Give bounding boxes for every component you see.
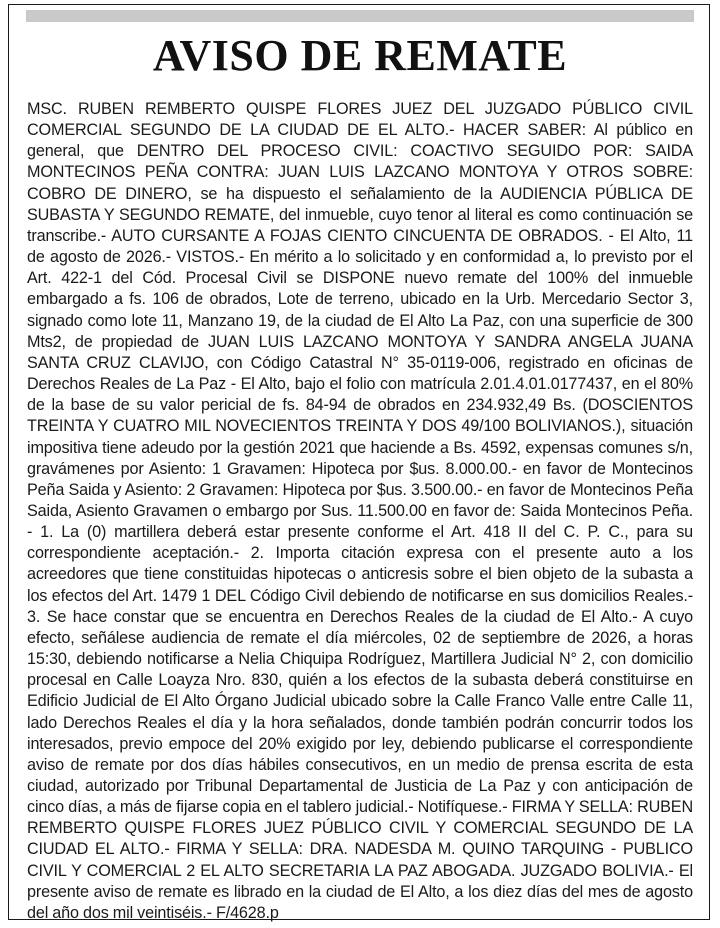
- notice-body: MSC. RUBEN REMBERTO QUISPE FLORES JUEZ DEL JUZGADO PÚBLICO CIVIL COMERCIAL SEGUNDO DE LA CIUDAD DE EL ALTO.- HACER SABER: Al público en general, que DENTRO DEL PROCESO CIVIL: COACTIVO SEGUIDO POR: SAIDA MONTECINOS PEÑA CONTRA: JUAN LUIS LAZCANO MONTOYA Y OTROS SOBRE: COBRO DE DINERO, se ha dispuesto el señalamiento de la AUDIENCIA PÚBLICA DE SUBASTA Y SEGUNDO REMATE, del inmueble, cuyo tenor al literal es como continuación se transcribe.- AUTO CURSANTE A FOJAS CIENTO CINCUENTA DE OBRADOS. - El Alto, 11 de agosto de 2026.- VISTOS.- En mérito a lo solicitado y en conformidad a, lo previsto por el Art. 422-1 del Cód. Procesal Civil se DISPONE nuevo remate del 100% del inmueble embargado a fs. 106 de obrados, Lote de terreno, ubicado en la Urb. Mercedario Sector 3, signado como lote 11, Manzano 19, de la ciudad de El Alto La Paz, con una superficie de 300 Mts2, de propiedad de JUAN LUIS LAZCANO MONTOYA Y SANDRA ANGELA JUANA SANTA CRUZ CLAVIJO, con Código Catastral N° 35-0119-006, registrado en oficinas de Derechos Reales de La Paz - El Alto, bajo el folio con matrícula 2.01.4.01.0177437, en el 80% de la base de su valor pericial de fs. 84-94 de obrados en 234.932,49 Bs. (DOSCIENTOS TREINTA Y CUATRO MIL NOVECIENTOS TREINTA Y DOS 49/100 BOLIVIANOS.), situación impositiva tiene adeudo por la gestión 2021 que haciende a Bs. 4592, expensas comunes s/n, gravámenes por Asiento: 1 Gravamen: Hipoteca por $us. 8.000.00.- en favor de Montecinos Peña Saida y Asiento: 2 Gravamen: Hipoteca por $us. 3.500.00.- en favor de Montecinos Peña Saida, Asiento Gravamen o embargo por Sus. 11.500.00 en favor de: Saida Montecinos Peña. - 1. La (0) martillera deberá estar presente conforme el Art. 418 II del C. P. C., para su correspondiente aceptación.- 2. Importa citación expresa con el presente auto a los acreedores que tiene constituidas hipotecas o anticresis sobre el bien objeto de la subasta a los efectos del Art. 1479 1 DEL Código Civil debiendo de notificarse en sus domicilios Reales.- 3. Se hace constar que se encuentra en Derechos Reales de la ciudad de El Alto.- A cuyo efecto, señálese audiencia de remate el día miércoles, 02 de septiembre de 2026, a horas 15:30, debiendo notificarse a Nelia Chiquipa Rodríguez, Martillera Judicial N° 2, con domicilio procesal en Calle Loayza Nro. 830, quién a los efectos de la subasta deberá constituirse en Edificio Judicial de El Alto Órgano Judicial ubicado sobre la Calle Franco Valle entre Calle 11, lado Derechos Reales el día y la hora señalados, donde también podrán concurrir todos los interesados, previo empoce del 20% exigido por ley, debiendo publicarse el correspondiente aviso de remate por dos días hábiles consecutivos, en un medio de prensa escrita de esta ciudad, autorizado por Tribunal Departamental de Justicia de La Paz y con anticipación de cinco días, a más de fijarse copia en el tablero judicial.- Notifíquese.- FIRMA Y SELLA: RUBEN REMBERTO QUISPE FLORES JUEZ PÚBLICO CIVIL Y COMERCIAL SEGUNDO DE LA CIUDAD EL ALTO.- FIRMA Y SELLA: DRA. NADESDA M. QUINO TARQUING - PUBLICO CIVIL Y COMERCIAL 2 EL ALTO SECRETARIA LA PAZ ABOGADA. JUZGADO BOLIVIA.- El presente aviso de remate es librado en la ciudad de El Alto, a los diez días del mes de agosto del año dos mil veintiséis.- F/4628.p: [27, 100, 693, 922]
- header-bar: [26, 10, 694, 22]
- notice-title: AVISO DE REMATE: [152, 31, 568, 80]
